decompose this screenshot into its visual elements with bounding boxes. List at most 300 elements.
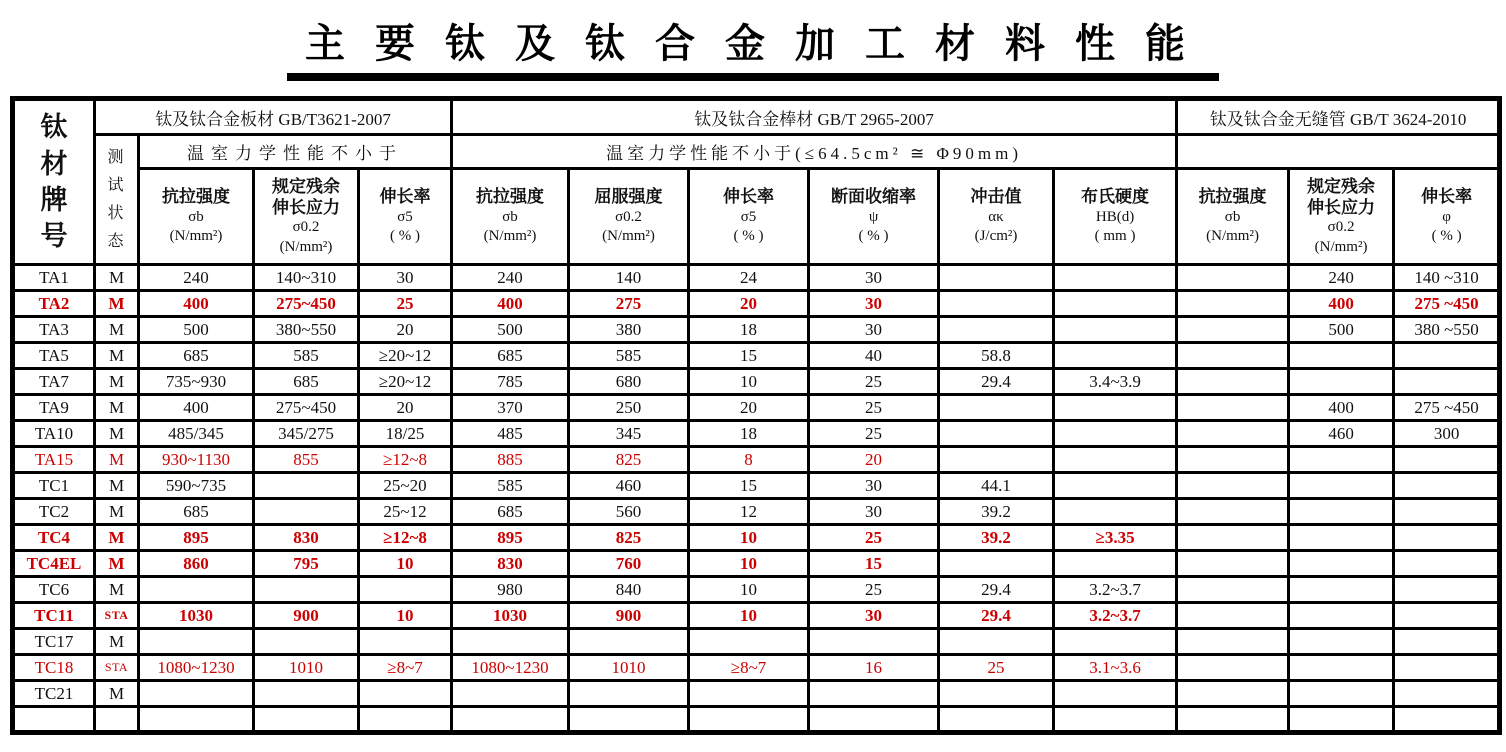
data-cell [254,577,359,603]
data-cell [139,629,254,655]
data-cell [1177,707,1289,733]
data-cell: 58.8 [939,343,1054,369]
column-name: 抗拉强度 [1198,187,1267,207]
table-row [13,473,1500,499]
data-cell [939,291,1054,317]
data-cell [1394,343,1500,369]
data-cell: 30 [359,265,452,291]
column-header-tube-residual [1289,169,1394,265]
data-cell [1289,447,1394,473]
data-cell: 1080~1230 [452,655,569,681]
state-cell: M [95,629,139,655]
data-cell: 930~1130 [139,447,254,473]
data-cell [1289,629,1394,655]
title-area [0,0,1506,96]
data-cell [1289,473,1394,499]
data-cell [1177,291,1289,317]
data-cell [1289,655,1394,681]
data-cell: 500 [452,317,569,343]
data-cell [359,629,452,655]
state-cell: M [95,447,139,473]
table-row [13,291,1500,317]
data-cell: 685 [139,499,254,525]
data-cell [1054,473,1177,499]
data-cell: 25 [359,291,452,317]
data-cell [1054,317,1177,343]
data-cell: 680 [569,369,689,395]
data-cell: ≥3.35 [1054,525,1177,551]
data-cell: 900 [254,603,359,629]
table-row [13,421,1500,447]
data-cell [452,681,569,707]
data-cell: 275~450 [254,291,359,317]
data-cell: 380 [569,317,689,343]
data-cell [254,499,359,525]
data-cell [254,707,359,733]
grade-cell: TA5 [13,343,95,369]
data-cell [939,707,1054,733]
properties-table [10,96,1502,735]
state-cell: M [95,343,139,369]
grade-cell [13,707,95,733]
data-cell [1289,343,1394,369]
data-cell: 860 [139,551,254,577]
data-cell [569,707,689,733]
data-cell [809,681,939,707]
data-cell: 485/345 [139,421,254,447]
column-name: 规定残余伸长应力 [272,176,340,217]
data-cell [1394,655,1500,681]
data-cell: 25 [809,577,939,603]
data-cell [1177,499,1289,525]
column-header-tube-elongation [1394,169,1500,265]
data-cell: 485 [452,421,569,447]
data-cell [1054,551,1177,577]
data-cell: 10 [689,369,809,395]
data-cell: 980 [452,577,569,603]
column-unit: (N/mm²) [602,228,655,245]
column-unit: (N/mm²) [279,238,333,255]
section-bar-header: 钛及钛合金棒材 GB/T 2965-2007 [452,99,1177,135]
data-cell [1289,603,1394,629]
data-cell: 140~310 [254,265,359,291]
data-cell: 10 [689,603,809,629]
data-cell: 400 [139,291,254,317]
table-row [13,317,1500,343]
column-name: 冲击值 [970,187,1022,207]
grade-cell: TA2 [13,291,95,317]
data-cell: 275 ~450 [1394,291,1500,317]
data-cell: 825 [569,525,689,551]
state-cell: M [95,265,139,291]
state-cell: M [95,369,139,395]
data-cell [139,577,254,603]
data-cell: 29.4 [939,369,1054,395]
column-name: 布氏硬度 [1081,187,1150,207]
data-cell: ≥20~12 [359,369,452,395]
data-cell: 380~550 [254,317,359,343]
data-cell: 460 [1289,421,1394,447]
data-cell [452,707,569,733]
column-unit: (N/mm²) [1314,238,1368,255]
data-cell: 840 [569,577,689,603]
data-cell: 24 [689,265,809,291]
column-header-bar-reduction [809,169,939,265]
data-cell [1177,681,1289,707]
column-header-plate-tensile [139,169,254,265]
column-symbol: σ5 [397,208,413,225]
grade-cell: TC1 [13,473,95,499]
grade-cell: TA9 [13,395,95,421]
data-cell [1177,421,1289,447]
data-cell: 39.2 [939,525,1054,551]
data-cell [1054,499,1177,525]
table-row [13,395,1500,421]
data-cell: 380 ~550 [1394,317,1500,343]
column-header-bar-elongation [689,169,809,265]
grade-cell: TC17 [13,629,95,655]
state-cell: M [95,473,139,499]
data-cell: 785 [452,369,569,395]
data-cell: 250 [569,395,689,421]
data-cell: 345 [569,421,689,447]
data-cell: 25 [809,369,939,395]
data-cell: 12 [689,499,809,525]
grade-cell: TA1 [13,265,95,291]
state-cell: STA [95,603,139,629]
data-cell: 460 [569,473,689,499]
data-cell: 1030 [139,603,254,629]
data-cell: 20 [359,317,452,343]
data-cell: 29.4 [939,603,1054,629]
column-symbol: σ0.2 [1327,219,1355,236]
data-cell [569,681,689,707]
column-unit: (N/mm²) [1206,228,1259,245]
data-cell [1177,343,1289,369]
table-row [13,369,1500,395]
column-name: 规定残余伸长应力 [1307,176,1376,217]
data-cell: 3.2~3.7 [1054,603,1177,629]
data-cell: 1080~1230 [139,655,254,681]
data-cell: 855 [254,447,359,473]
data-cell [569,629,689,655]
data-cell: 30 [809,499,939,525]
test-state-header [95,135,139,265]
state-cell: M [95,317,139,343]
data-cell: 1010 [569,655,689,681]
data-cell [1394,681,1500,707]
data-cell [1177,655,1289,681]
data-cell: 400 [452,291,569,317]
data-cell: 685 [452,499,569,525]
data-cell [359,577,452,603]
column-unit: ( % ) [858,228,889,245]
data-cell [1177,369,1289,395]
data-cell: 1010 [254,655,359,681]
data-cell [1177,629,1289,655]
column-header-bar-impact [939,169,1054,265]
data-cell: 830 [254,525,359,551]
data-cell: 20 [689,291,809,317]
data-cell [1394,707,1500,733]
data-cell [939,317,1054,343]
grade-cell: TA10 [13,421,95,447]
state-cell: M [95,577,139,603]
data-cell [1394,499,1500,525]
table-row [13,499,1500,525]
column-header-bar-tensile [452,169,569,265]
data-cell [1054,395,1177,421]
data-cell [452,629,569,655]
data-cell [1054,265,1177,291]
corner-grade-header [13,99,95,265]
column-name: 抗拉强度 [162,187,230,207]
section-tube-header: 钛及钛合金无缝管 GB/T 3624-2010 [1177,99,1500,135]
data-cell: 8 [689,447,809,473]
data-cell [939,395,1054,421]
data-cell: 15 [809,551,939,577]
table-row [13,343,1500,369]
data-cell [1394,369,1500,395]
data-cell: 29.4 [939,577,1054,603]
data-cell: 25 [809,525,939,551]
grade-cell: TC2 [13,499,95,525]
bar-condition: 温室力学性能不小于(≤64.5cm² ≅ Φ90mm) [452,135,1177,169]
data-cell: 795 [254,551,359,577]
data-cell: 25 [809,421,939,447]
data-cell: 275 [569,291,689,317]
data-cell: 830 [452,551,569,577]
column-symbol: ψ [868,208,879,225]
data-cell [1394,473,1500,499]
data-cell [939,447,1054,473]
column-name: 伸长率 [379,187,431,207]
test-state-label: 测试状态 [107,148,131,250]
data-cell [1177,447,1289,473]
column-symbol: HB(d) [1095,208,1135,225]
data-cell [1054,421,1177,447]
data-cell: 3.1~3.6 [1054,655,1177,681]
data-cell: 1030 [452,603,569,629]
data-cell [1394,525,1500,551]
table-row [13,525,1500,551]
data-cell [939,265,1054,291]
data-cell: 895 [452,525,569,551]
data-cell: 345/275 [254,421,359,447]
data-cell [254,473,359,499]
grade-cell: TC4EL [13,551,95,577]
table-row [13,681,1500,707]
data-cell [689,707,809,733]
state-cell [95,707,139,733]
data-cell [689,629,809,655]
column-name: 屈服强度 [594,187,663,207]
data-cell: ≥8~7 [359,655,452,681]
data-cell [1177,265,1289,291]
state-cell: M [95,551,139,577]
data-cell [1177,395,1289,421]
data-cell [1394,577,1500,603]
data-cell [139,681,254,707]
data-cell: 25~20 [359,473,452,499]
data-cell: 590~735 [139,473,254,499]
column-unit: ( mm ) [1094,228,1136,245]
data-cell: 685 [139,343,254,369]
data-cell: 39.2 [939,499,1054,525]
data-cell [1394,551,1500,577]
data-cell [359,707,452,733]
data-cell [1054,343,1177,369]
data-cell: 500 [1289,317,1394,343]
data-cell: ≥20~12 [359,343,452,369]
data-cell: 16 [809,655,939,681]
data-cell: 240 [1289,265,1394,291]
column-header-tube-tensile [1177,169,1289,265]
data-cell [1054,629,1177,655]
data-cell: 585 [569,343,689,369]
data-cell: 3.2~3.7 [1054,577,1177,603]
state-cell: STA [95,655,139,681]
column-unit: ( % ) [1431,228,1462,245]
data-cell: 30 [809,603,939,629]
data-cell [1054,707,1177,733]
data-cell: 140 ~310 [1394,265,1500,291]
data-cell: 30 [809,265,939,291]
grade-cell: TC4 [13,525,95,551]
data-cell: 18 [689,421,809,447]
column-unit: (N/mm²) [483,228,537,245]
data-cell: 10 [689,551,809,577]
data-cell [1394,603,1500,629]
column-unit: (J/cm²) [974,228,1018,245]
data-cell: 895 [139,525,254,551]
state-cell: M [95,681,139,707]
column-symbol: σ0.2 [615,208,642,225]
state-cell: M [95,291,139,317]
data-cell [809,707,939,733]
section-plate-header: 钛及钛合金板材 GB/T3621-2007 [95,99,452,135]
data-cell: ≥12~8 [359,447,452,473]
data-cell [939,421,1054,447]
data-cell: 40 [809,343,939,369]
data-cell: 735~930 [139,369,254,395]
data-cell [1177,525,1289,551]
data-cell: 30 [809,291,939,317]
table-row [13,551,1500,577]
data-cell [1289,681,1394,707]
column-unit: ( % ) [390,228,420,245]
column-header-plate-elongation [359,169,452,265]
column-header-bar-hardness [1054,169,1177,265]
data-cell [1054,447,1177,473]
column-name: 伸长率 [1421,187,1473,207]
column-name: 抗拉强度 [476,187,545,207]
data-cell: 585 [254,343,359,369]
grade-cell: TC21 [13,681,95,707]
data-cell: 20 [809,447,939,473]
data-cell [1289,551,1394,577]
column-name: 伸长率 [723,187,775,207]
data-cell [1289,577,1394,603]
data-cell [1289,369,1394,395]
data-cell [1054,291,1177,317]
data-cell [1289,707,1394,733]
data-cell [1177,551,1289,577]
data-cell: ≥12~8 [359,525,452,551]
data-cell: 30 [809,317,939,343]
column-symbol: ακ [988,208,1004,225]
data-cell: 140 [569,265,689,291]
data-cell [939,681,1054,707]
data-cell [1177,317,1289,343]
table-row [13,577,1500,603]
data-cell [139,707,254,733]
data-cell: 400 [1289,291,1394,317]
table-row [13,447,1500,473]
table-row [13,655,1500,681]
data-cell [254,629,359,655]
data-cell: 240 [139,265,254,291]
data-cell: 760 [569,551,689,577]
data-cell: 20 [689,395,809,421]
table-row [13,265,1500,291]
table-row [13,707,1500,733]
data-cell: 900 [569,603,689,629]
data-cell: 685 [254,369,359,395]
data-cell [1289,525,1394,551]
data-cell: 10 [689,525,809,551]
column-symbol: σb [188,208,204,225]
table-body [13,265,1500,733]
plate-condition: 温室力学性能不小于 [139,135,452,169]
grade-cell: TC11 [13,603,95,629]
column-unit: ( % ) [733,228,764,245]
data-cell: 30 [809,473,939,499]
state-cell: M [95,421,139,447]
data-cell: 18 [689,317,809,343]
column-symbol: σ5 [740,208,757,225]
data-cell: 585 [452,473,569,499]
data-cell: ≥8~7 [689,655,809,681]
data-cell [1177,577,1289,603]
grade-cell: TA15 [13,447,95,473]
data-cell [1177,473,1289,499]
column-header-plate-residual [254,169,359,265]
column-symbol: σ0.2 [292,219,320,236]
data-cell [1394,629,1500,655]
page-title: 主要钛及钛合金加工材料性能 [287,12,1219,81]
data-cell [939,551,1054,577]
data-cell: 400 [139,395,254,421]
data-cell: 825 [569,447,689,473]
data-cell: 300 [1394,421,1500,447]
data-cell: 275 ~450 [1394,395,1500,421]
data-cell [1054,681,1177,707]
data-cell [809,629,939,655]
data-cell: 3.4~3.9 [1054,369,1177,395]
column-header-bar-yield [569,169,689,265]
grade-cell: TA3 [13,317,95,343]
data-cell: 685 [452,343,569,369]
data-cell: 10 [689,577,809,603]
data-cell: 370 [452,395,569,421]
column-symbol: σb [502,208,518,225]
data-cell: 885 [452,447,569,473]
data-cell: 560 [569,499,689,525]
grade-cell: TC6 [13,577,95,603]
data-cell: 400 [1289,395,1394,421]
data-cell: 240 [452,265,569,291]
